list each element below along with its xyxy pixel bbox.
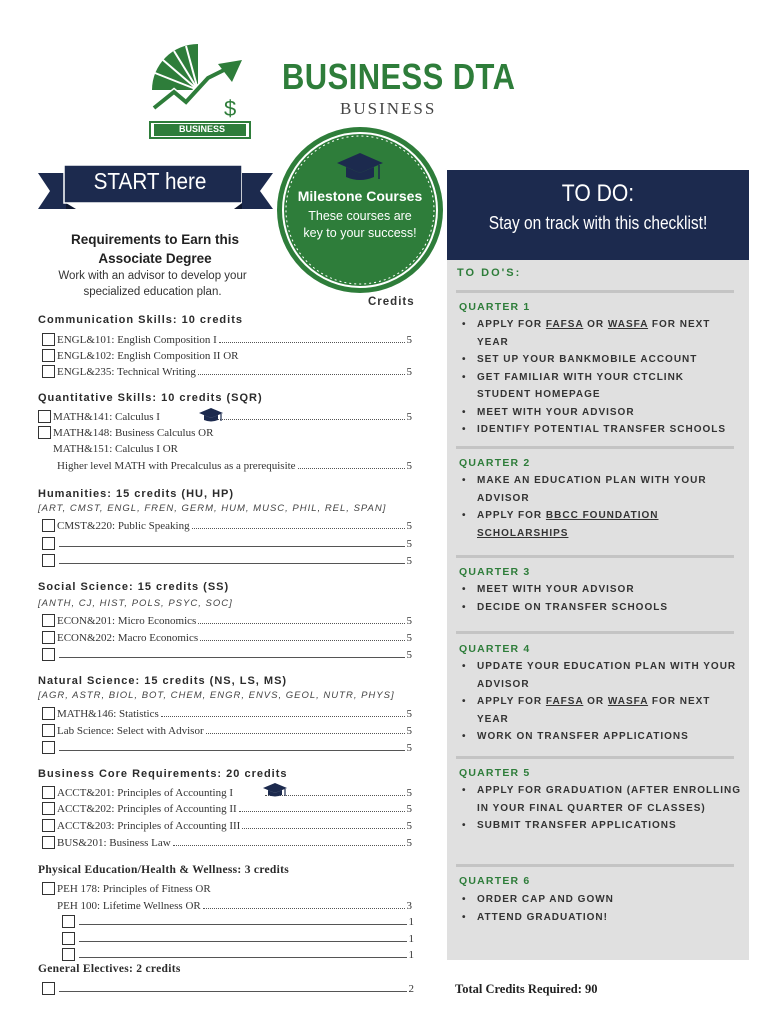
course-credits: 5 <box>406 787 412 799</box>
course-row <box>42 629 412 644</box>
course-credits: 1 <box>408 949 414 961</box>
course-checkbox[interactable] <box>42 648 55 661</box>
milestone-line-2: key to your success! <box>303 226 417 240</box>
quarter-3-title: QUARTER 3 <box>459 566 531 578</box>
natural-science-subjects: [AGR, ASTR, BIOL, BOT, CHEM, ENGR, ENVS, GEOL, NUTR, PHYS] <box>38 690 395 701</box>
course-label: MATH&141: Calculus I <box>53 411 160 423</box>
course-credits: 5 <box>406 725 412 737</box>
course-checkbox[interactable] <box>42 333 55 346</box>
todo-item: • APPLY FOR GRADUATION (AFTER ENROLLING IN YOUR FINAL QUARTER OF CLASSES) <box>462 782 742 817</box>
divider <box>456 631 734 634</box>
course-checkbox[interactable] <box>42 836 55 849</box>
todo-subtitle: Stay on track with this checklist! <box>488 213 708 233</box>
todo-item: • GET FAMILIAR WITH YOUR CTCLINK STUDENT HOMEPAGE <box>462 369 742 404</box>
course-label: ECON&201: Micro Economics <box>57 615 197 627</box>
quarter-4-list <box>462 658 742 746</box>
humanities-title: Humanities: 15 credits (HU, HP) <box>38 488 235 500</box>
quarter-2-list <box>462 472 742 542</box>
course-row <box>42 457 412 472</box>
course-label: CMST&220: Public Speaking <box>57 520 190 532</box>
course-row <box>42 552 412 567</box>
todo-item: • ORDER CAP AND GOWN <box>462 891 742 909</box>
milestone-title: Milestone Courses <box>297 188 423 204</box>
course-credits: 5 <box>406 708 412 720</box>
course-row <box>42 817 412 832</box>
course-checkbox[interactable] <box>42 554 55 567</box>
course-row <box>42 517 412 532</box>
requirements-sub-line-2: specialized education plan. <box>83 286 222 298</box>
todo-item: • ATTEND GRADUATION! <box>462 909 742 927</box>
todo-item: • SET UP YOUR BANKMOBILE ACCOUNT <box>462 351 742 369</box>
course-credits: 5 <box>406 366 412 378</box>
course-row <box>38 408 412 423</box>
course-credits: 1 <box>408 933 414 945</box>
course-label: ACCT&203: Principles of Accounting III <box>57 820 241 832</box>
course-row <box>42 880 412 895</box>
todo-item: • APPLY FOR FAFSA OR WASFA FOR NEXT YEAR <box>462 316 742 351</box>
course-credits: 5 <box>406 820 412 832</box>
quarter-1-title: QUARTER 1 <box>459 301 531 313</box>
quarter-5-title: QUARTER 5 <box>459 767 531 779</box>
course-row <box>42 834 412 849</box>
todo-item: • WORK ON TRANSFER APPLICATIONS <box>462 728 742 746</box>
divider <box>456 864 734 867</box>
course-credits: 5 <box>406 555 412 567</box>
milestone-cap-icon <box>262 782 288 800</box>
todo-item: • APPLY FOR BBCC FOUNDATION SCHOLARSHIPS <box>462 507 742 542</box>
requirements-title-line-2: Associate Degree <box>98 251 212 266</box>
course-label: MATH&151: Calculus I OR <box>53 443 178 455</box>
page-title: BUSINESS DTA <box>282 56 516 97</box>
course-credits: 3 <box>406 900 412 912</box>
course-credits: 5 <box>406 632 412 644</box>
course-checkbox[interactable] <box>62 932 75 945</box>
bbcc-foundation-scholarships-link[interactable]: BBCC FOUNDATION SCHOLARSHIPS <box>477 510 659 539</box>
requirements-title-line-1: Requirements to Earn this <box>70 232 240 247</box>
course-label: ACCT&202: Principles of Accounting II <box>57 803 237 815</box>
course-row <box>42 535 412 550</box>
course-label: BUS&201: Business Law <box>57 837 171 849</box>
quarter-3-list <box>462 581 742 616</box>
course-checkbox[interactable] <box>42 819 55 832</box>
course-credits: 5 <box>406 520 412 532</box>
course-row <box>38 424 412 439</box>
quarter-6-title: QUARTER 6 <box>459 875 531 887</box>
course-row <box>42 612 412 627</box>
todo-item: • MEET WITH YOUR ADVISOR <box>462 404 742 422</box>
natural-science-title: Natural Science: 15 credits (NS, LS, MS) <box>38 675 288 687</box>
course-credits: 5 <box>406 411 412 423</box>
svg-text:$: $ <box>224 96 237 121</box>
divider <box>456 290 734 293</box>
todos-label: TO DO'S: <box>457 267 522 279</box>
humanities-subjects: [ART, CMST, ENGL, FREN, GERM, HUM, MUSC, PHIL, REL, SPAN] <box>38 503 387 514</box>
communication-title: Communication Skills: 10 credits <box>38 314 243 326</box>
logo-label: BUSINESS <box>178 124 225 134</box>
electives-title: General Electives: 2 credits <box>38 963 181 975</box>
wasfa-link[interactable]: WASFA <box>607 696 649 707</box>
todo-item: • SUBMIT TRANSFER APPLICATIONS <box>462 817 742 835</box>
course-checkbox[interactable] <box>42 614 55 627</box>
social-science-subjects: [ANTH, CJ, HIST, POLS, PSYC, SOC] <box>38 598 233 609</box>
course-checkbox[interactable] <box>42 786 55 799</box>
course-checkbox[interactable] <box>62 915 75 928</box>
course-credits: 1 <box>408 916 414 928</box>
milestone-cap-icon <box>198 407 224 425</box>
course-row <box>42 646 412 661</box>
course-row <box>42 784 412 799</box>
course-row <box>62 930 414 945</box>
course-row <box>42 705 412 720</box>
business-core-title: Business Core Requirements: 20 credits <box>38 768 288 780</box>
course-checkbox[interactable] <box>38 410 51 423</box>
course-row <box>42 363 412 378</box>
course-row <box>38 440 412 455</box>
requirements-sub-line-1: Work with an advisor to develop your <box>58 270 247 282</box>
todo-item: • UPDATE YOUR EDUCATION PLAN WITH YOUR ADVISOR <box>462 658 742 693</box>
course-label: ENGL&235: Technical Writing <box>57 366 196 378</box>
course-checkbox[interactable] <box>42 537 55 550</box>
course-checkbox[interactable] <box>62 948 75 961</box>
start-here-label: START here <box>93 168 207 194</box>
quarter-1-list <box>462 316 742 439</box>
course-credits: 5 <box>406 837 412 849</box>
course-label: Higher level MATH with Precalculus as a prerequisite <box>57 460 296 472</box>
requirements-subtitle <box>40 268 265 300</box>
course-label: PEH 178: Principles of Fitness OR <box>57 883 211 895</box>
divider <box>456 756 734 759</box>
course-credits: 5 <box>406 460 412 472</box>
requirements-title <box>45 230 265 268</box>
course-row <box>42 897 412 912</box>
course-checkbox[interactable] <box>42 349 55 362</box>
course-credits: 5 <box>406 334 412 346</box>
course-checkbox[interactable] <box>42 365 55 378</box>
quarter-5-list <box>462 782 742 835</box>
course-credits: 5 <box>406 538 412 550</box>
course-row <box>42 331 412 346</box>
milestone-line-1: These courses are <box>308 209 412 223</box>
course-label: ENGL&101: English Composition I <box>57 334 217 346</box>
course-label: ENGL&102: English Composition II OR <box>57 350 239 362</box>
divider <box>456 555 734 558</box>
course-checkbox[interactable] <box>42 631 55 644</box>
course-row <box>42 800 412 815</box>
course-checkbox[interactable] <box>42 802 55 815</box>
course-row <box>42 722 412 737</box>
course-checkbox[interactable] <box>42 724 55 737</box>
course-row <box>42 739 412 754</box>
course-row <box>62 913 414 928</box>
fafsa-link[interactable]: FAFSA <box>545 319 584 330</box>
todo-item: • DECIDE ON TRANSFER SCHOOLS <box>462 599 742 617</box>
todo-item: • APPLY FOR FAFSA OR WASFA FOR NEXT YEAR <box>462 693 742 728</box>
course-checkbox[interactable] <box>42 519 55 532</box>
course-credits: 5 <box>406 615 412 627</box>
quantitative-title: Quantitative Skills: 10 credits (SQR) <box>38 392 263 404</box>
course-checkbox[interactable] <box>42 982 55 995</box>
fafsa-link[interactable]: FAFSA <box>545 696 584 707</box>
course-label: ECON&202: Macro Economics <box>57 632 199 644</box>
course-label: MATH&146: Statistics <box>57 708 159 720</box>
credits-column-header: Credits <box>368 296 415 308</box>
todo-item: • MEET WITH YOUR ADVISOR <box>462 581 742 599</box>
course-row <box>42 347 412 362</box>
course-credits: 5 <box>406 803 412 815</box>
social-science-title: Social Science: 15 credits (SS) <box>38 581 230 593</box>
course-label: PEH 100: Lifetime Wellness OR <box>57 900 201 912</box>
course-checkbox[interactable] <box>42 882 55 895</box>
divider <box>456 446 734 449</box>
course-label: ACCT&201: Principles of Accounting I <box>57 787 233 799</box>
todo-item: • MAKE AN EDUCATION PLAN WITH YOUR ADVISOR <box>462 472 742 507</box>
wasfa-link[interactable]: WASFA <box>607 319 649 330</box>
course-credits: 5 <box>406 742 412 754</box>
todo-item: • IDENTIFY POTENTIAL TRANSFER SCHOOLS <box>462 421 742 439</box>
quarter-6-list <box>462 891 742 926</box>
milestone-text <box>292 208 428 242</box>
page-subtitle: BUSINESS <box>340 99 437 118</box>
quarter-4-title: QUARTER 4 <box>459 643 531 655</box>
course-label: Lab Science: Select with Advisor <box>57 725 204 737</box>
course-credits: 5 <box>406 649 412 661</box>
course-row <box>62 946 414 961</box>
total-credits: Total Credits Required: 90 <box>455 982 598 996</box>
course-checkbox[interactable] <box>38 426 51 439</box>
pe-title: Physical Education/Health & Wellness: 3 credits <box>38 864 290 876</box>
course-checkbox[interactable] <box>42 707 55 720</box>
quarter-2-title: QUARTER 2 <box>459 457 531 469</box>
course-label: MATH&148: Business Calculus OR <box>53 427 214 439</box>
course-row <box>42 980 414 995</box>
course-checkbox[interactable] <box>42 741 55 754</box>
course-credits: 2 <box>408 983 414 995</box>
todo-title: TO DO: <box>561 180 635 207</box>
